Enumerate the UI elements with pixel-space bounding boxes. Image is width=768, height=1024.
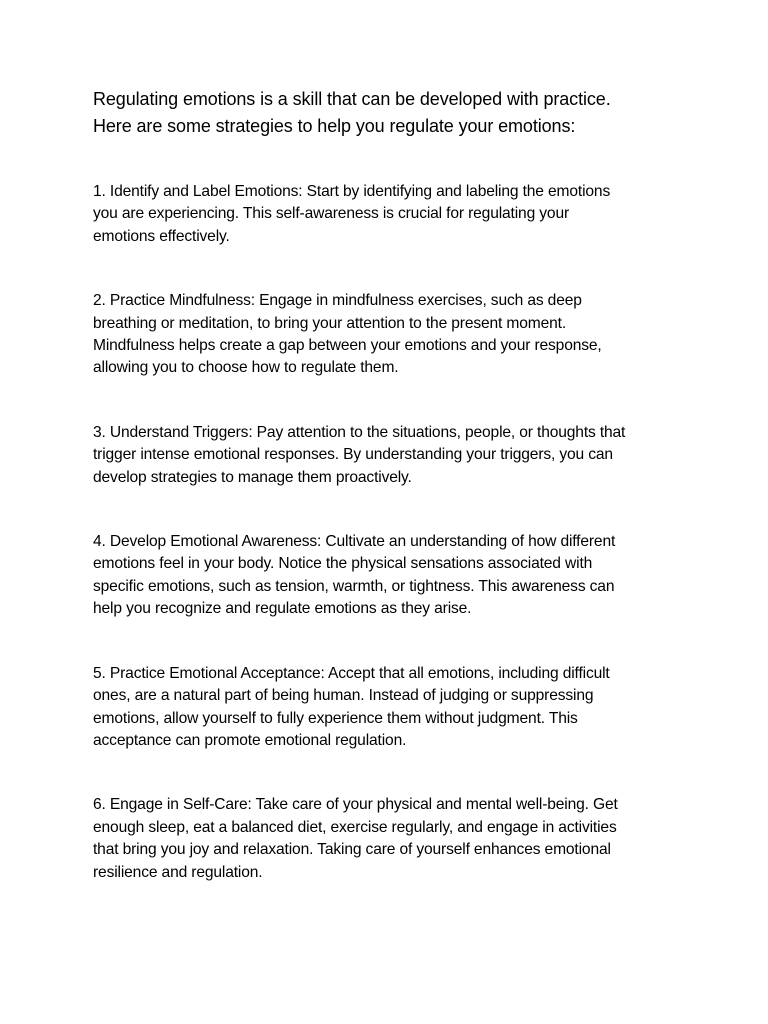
strategy-item-triggers [93, 422, 693, 489]
strategy-item-emotional-acceptance [93, 663, 693, 753]
document-body [93, 86, 693, 884]
strategy-line: enough sleep, eat a balanced diet, exercise regularly, and engage in activities [93, 818, 617, 836]
strategy-line: develop strategies to manage them proactively. [93, 468, 412, 486]
strategy-line: you are experiencing. This self-awareness is crucial for regulating your [93, 205, 570, 223]
strategy-line: 3. Understand Triggers: Pay attention to the situations, people, or thoughts that [93, 423, 626, 441]
strategy-line: breathing or meditation, to bring your attention to the present moment. [93, 314, 567, 332]
strategy-line: that bring you joy and relaxation. Taking care of yourself enhances emotional [93, 841, 611, 859]
strategy-item-self-care [93, 794, 693, 884]
intro-paragraph [93, 86, 693, 140]
strategy-line: emotions feel in your body. Notice the physical sensations associated with [93, 555, 593, 573]
strategy-line: ones, are a natural part of being human. Instead of judging or suppressing [93, 687, 594, 705]
strategy-line: specific emotions, such as tension, warmth, or tightness. This awareness can [93, 577, 615, 595]
strategy-line: 2. Practice Mindfulness: Engage in mindfulness exercises, such as deep [93, 292, 582, 310]
strategy-line: 4. Develop Emotional Awareness: Cultivate an understanding of how different [93, 533, 616, 551]
strategy-line: help you recognize and regulate emotions as they arise. [93, 600, 472, 618]
intro-line: Here are some strategies to help you regulate your emotions: [93, 116, 576, 136]
strategy-item-mindfulness [93, 290, 693, 380]
strategy-item-identify-emotions [93, 181, 693, 248]
strategy-line: 6. Engage in Self-Care: Take care of your physical and mental well-being. Get [93, 796, 618, 814]
strategy-line: trigger intense emotional responses. By understanding your triggers, you can [93, 446, 613, 464]
strategy-line: Mindfulness helps create a gap between your emotions and your response, [93, 337, 602, 355]
strategy-line: resilience and regulation. [93, 863, 263, 881]
intro-line: Regulating emotions is a skill that can be developed with practice. [93, 89, 611, 109]
strategy-item-emotional-awareness [93, 531, 693, 621]
strategy-line: allowing you to choose how to regulate them. [93, 359, 399, 377]
strategy-line: 1. Identify and Label Emotions: Start by identifying and labeling the emotions [93, 183, 611, 200]
strategy-line: emotions, allow yourself to fully experience them without judgment. This [93, 709, 578, 727]
strategy-line: 5. Practice Emotional Acceptance: Accept that all emotions, including difficult [93, 664, 610, 682]
strategy-line: acceptance can promote emotional regulation. [93, 731, 407, 749]
strategy-line: emotions effectively. [93, 227, 230, 245]
